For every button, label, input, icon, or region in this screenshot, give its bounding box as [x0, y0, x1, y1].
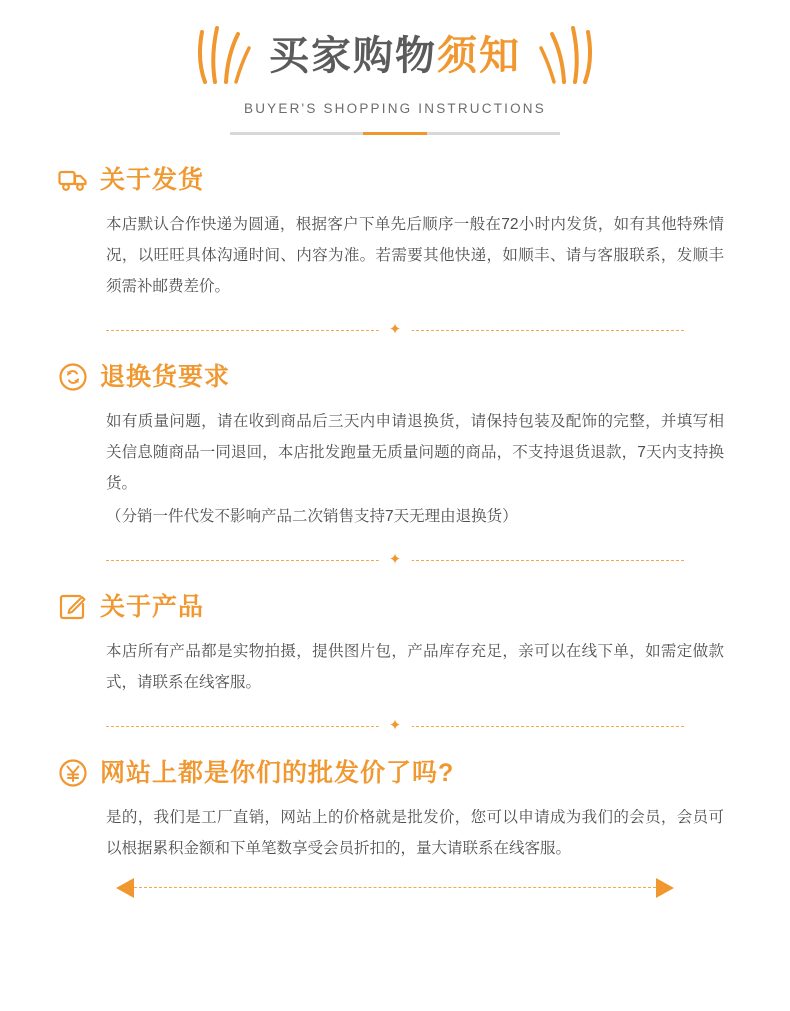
arrow-left-icon — [116, 878, 134, 898]
page-header — [0, 0, 790, 135]
arrow-right-icon — [656, 878, 674, 898]
separator-diamond-icon: ✦ — [379, 322, 412, 338]
section-wholesale-price — [58, 758, 732, 864]
section-separator-3 — [106, 718, 684, 734]
page-title-part2: 须知 — [437, 33, 521, 78]
truck-icon — [58, 165, 88, 195]
separator-diamond-icon: ✦ — [379, 552, 412, 568]
page-title — [269, 32, 521, 80]
sections-container — [0, 135, 790, 898]
section-wholesale-price-paragraph-1: 是的，我们是工厂直销，网站上的价格就是批发价，您可以申请成为我们的会员，会员可以根据累积金额和下单笔数享受会员折扣的，量大请联系在线客服。 — [106, 809, 724, 857]
section-returns-paragraph-1: 如有质量问题，请在收到商品后三天内申请退换货，请保持包装及配饰的完整，并填写相关信息随商品一同退回，本店批发跑量无质量问题的商品，不支持退货退款，7天内支持换货。 — [106, 413, 724, 492]
title-row — [0, 22, 790, 89]
grass-left-icon — [193, 22, 251, 89]
section-products-paragraph-1: 本店所有产品都是实物拍摄，提供图片包，产品库存充足，亲可以在线下单，如需定做款式，请联系在线客服。 — [106, 643, 724, 691]
title-divider — [230, 132, 560, 135]
section-products-header — [58, 592, 732, 622]
section-wholesale-price-header — [58, 758, 732, 788]
page-title-part1: 买家购物 — [269, 33, 437, 78]
edit-note-icon — [58, 592, 88, 622]
section-returns-paragraph-2: （分销一件代发不影响产品二次销售支持7天无理由退换货） — [106, 508, 518, 525]
page-subtitle: BUYER'S SHOPPING INSTRUCTIONS — [244, 101, 546, 116]
section-products-body — [58, 636, 732, 698]
grass-right-icon — [539, 22, 597, 89]
section-wholesale-price-title: 网站上都是你们的批发价了吗? — [100, 758, 455, 787]
bottom-divider-line — [134, 887, 656, 888]
section-returns — [58, 362, 732, 532]
section-products — [58, 592, 732, 698]
yuan-coin-icon — [58, 758, 88, 788]
section-shipping — [58, 165, 732, 302]
section-returns-title: 退换货要求 — [100, 362, 231, 391]
section-shipping-title: 关于发货 — [100, 165, 205, 194]
section-shipping-body — [58, 209, 732, 302]
section-returns-body — [58, 406, 732, 532]
section-shipping-header — [58, 165, 732, 195]
section-shipping-paragraph-1: 本店默认合作快递为圆通，根据客户下单先后顺序一般在72小时内发货，如有其他特殊情况，以旺旺具体沟通时间、内容为准。若需要其他快递，如顺丰、请与客服联系，发顺丰须需补邮费差价。 — [106, 216, 724, 295]
section-returns-header — [58, 362, 732, 392]
section-separator-1 — [106, 322, 684, 338]
section-products-title: 关于产品 — [100, 592, 205, 621]
section-wholesale-price-body — [58, 802, 732, 864]
separator-diamond-icon: ✦ — [379, 718, 412, 734]
bottom-divider — [116, 878, 674, 898]
section-separator-2 — [106, 552, 684, 568]
return-arrows-icon — [58, 362, 88, 392]
